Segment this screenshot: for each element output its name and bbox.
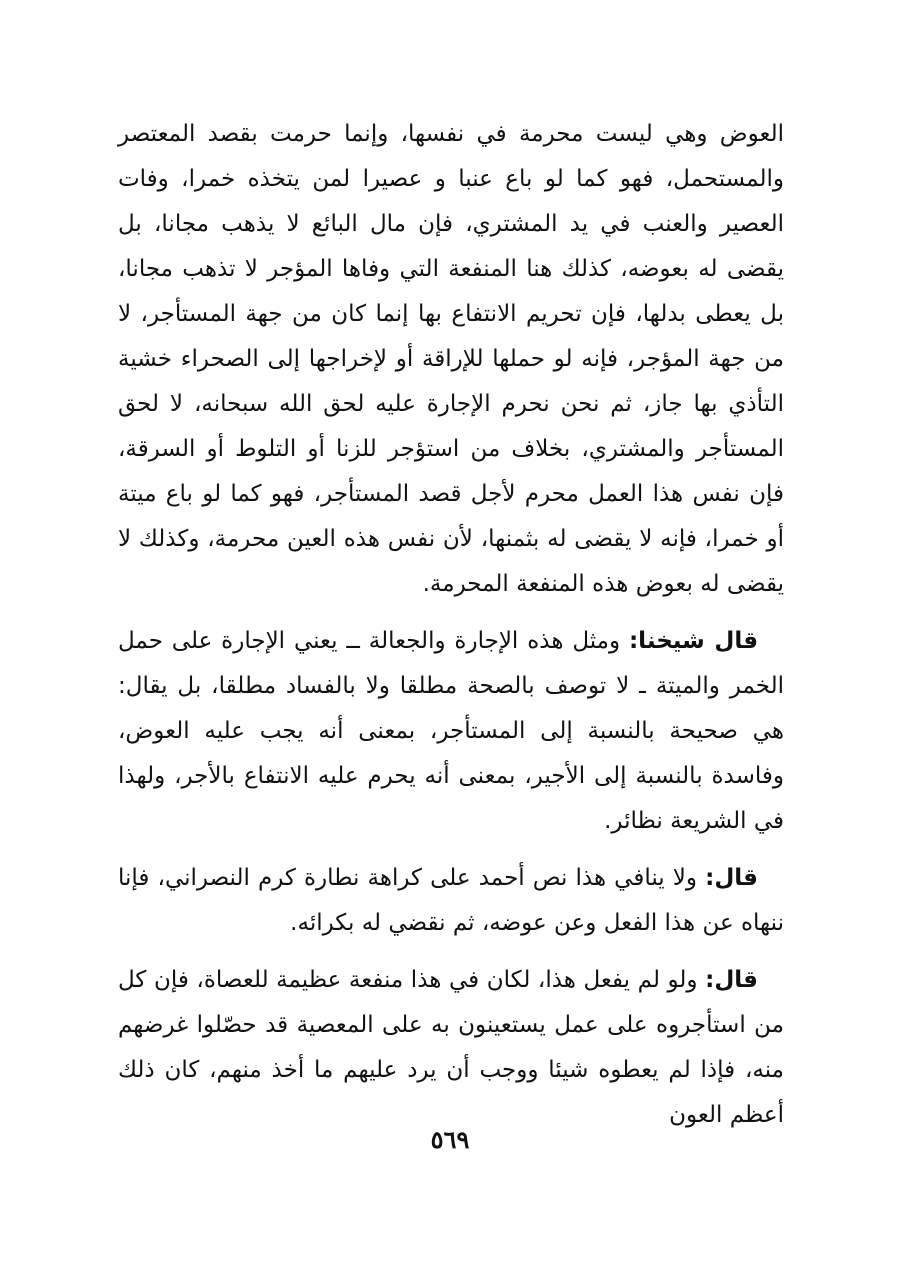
paragraph-1 bbox=[118, 112, 784, 607]
page-body bbox=[118, 112, 784, 1138]
page-number: ٥٦٩ bbox=[430, 1125, 470, 1154]
paragraph-4-text: ولو لم يفعل هذا، لكان في هذا منفعة عظيمة للعصاة، فإن كل من استأجروه على عمل يستعينون به على المعصية قد حصّلوا غرضهم منه، فإذا لم يعطوه شيئا ووجب أن يرد عليهم ما أخذ منهم، كان ذلك أعظم العون bbox=[118, 967, 784, 1128]
paragraph-3 bbox=[118, 856, 784, 946]
paragraph-4 bbox=[118, 958, 784, 1138]
paragraph-1-text: العوض وهي ليست محرمة في نفسها، وإنما حرمت بقصد المعتصر والمستحمل، فهو كما لو باع عنبا و عصيرا لمن يتخذه خمرا، وفات العصير والعنب في يد المشتري، فإن مال البائع لا يذهب مجانا، بل يقضى له بعوضه، كذلك هنا المنفعة التي وفاها المؤجر لا تذهب مجانا، بل يعطى بدلها، فإن تحريم الانتفاع بها إنما كان من جهة المستأجر، لا من جهة المؤجر، فإنه لو حملها للإراقة أو لإخراجها إلى الصحراء خشية التأذي بها جاز، ثم نحن نحرم الإجارة عليه لحق الله سبحانه، لا لحق المستأجر والمشتري، بخلاف من استؤجر للزنا أو التلوط أو السرقة، فإن نفس هذا العمل محرم لأجل قصد المستأجر، فهو كما لو باع ميتة أو خمرا، فإنه لا يقضى له بثمنها، لأن نفس هذه العين محرمة، وكذلك لا يقضى له بعوض هذه المنفعة المحرمة. bbox=[118, 121, 784, 597]
paragraph-2-text: ومثل هذه الإجارة والجعالة ــ يعني الإجارة على حمل الخمر والميتة ـ لا توصف بالصحة مطلقا ولا بالفساد مطلقا، بل يقال: هي صحيحة بالنسبة إلى المستأجر، بمعنى أنه يجب عليه العوض، وفاسدة بالنسبة إلى الأجير، بمعنى أنه يحرم عليه الانتفاع بالأجر، ولهذا في الشريعة نظائر. bbox=[118, 628, 784, 834]
paragraph-2 bbox=[118, 619, 784, 844]
paragraph-4-lead: قال: bbox=[705, 967, 758, 993]
paragraph-3-text: ولا ينافي هذا نص أحمد على كراهة نطارة كرم النصراني، فإنا ننهاه عن هذا الفعل وعن عوضه، ثم نقضي له بكرائه. bbox=[118, 865, 784, 936]
paragraph-3-lead: قال: bbox=[705, 865, 758, 891]
paragraph-2-lead: قال شيخنا: bbox=[628, 628, 759, 654]
